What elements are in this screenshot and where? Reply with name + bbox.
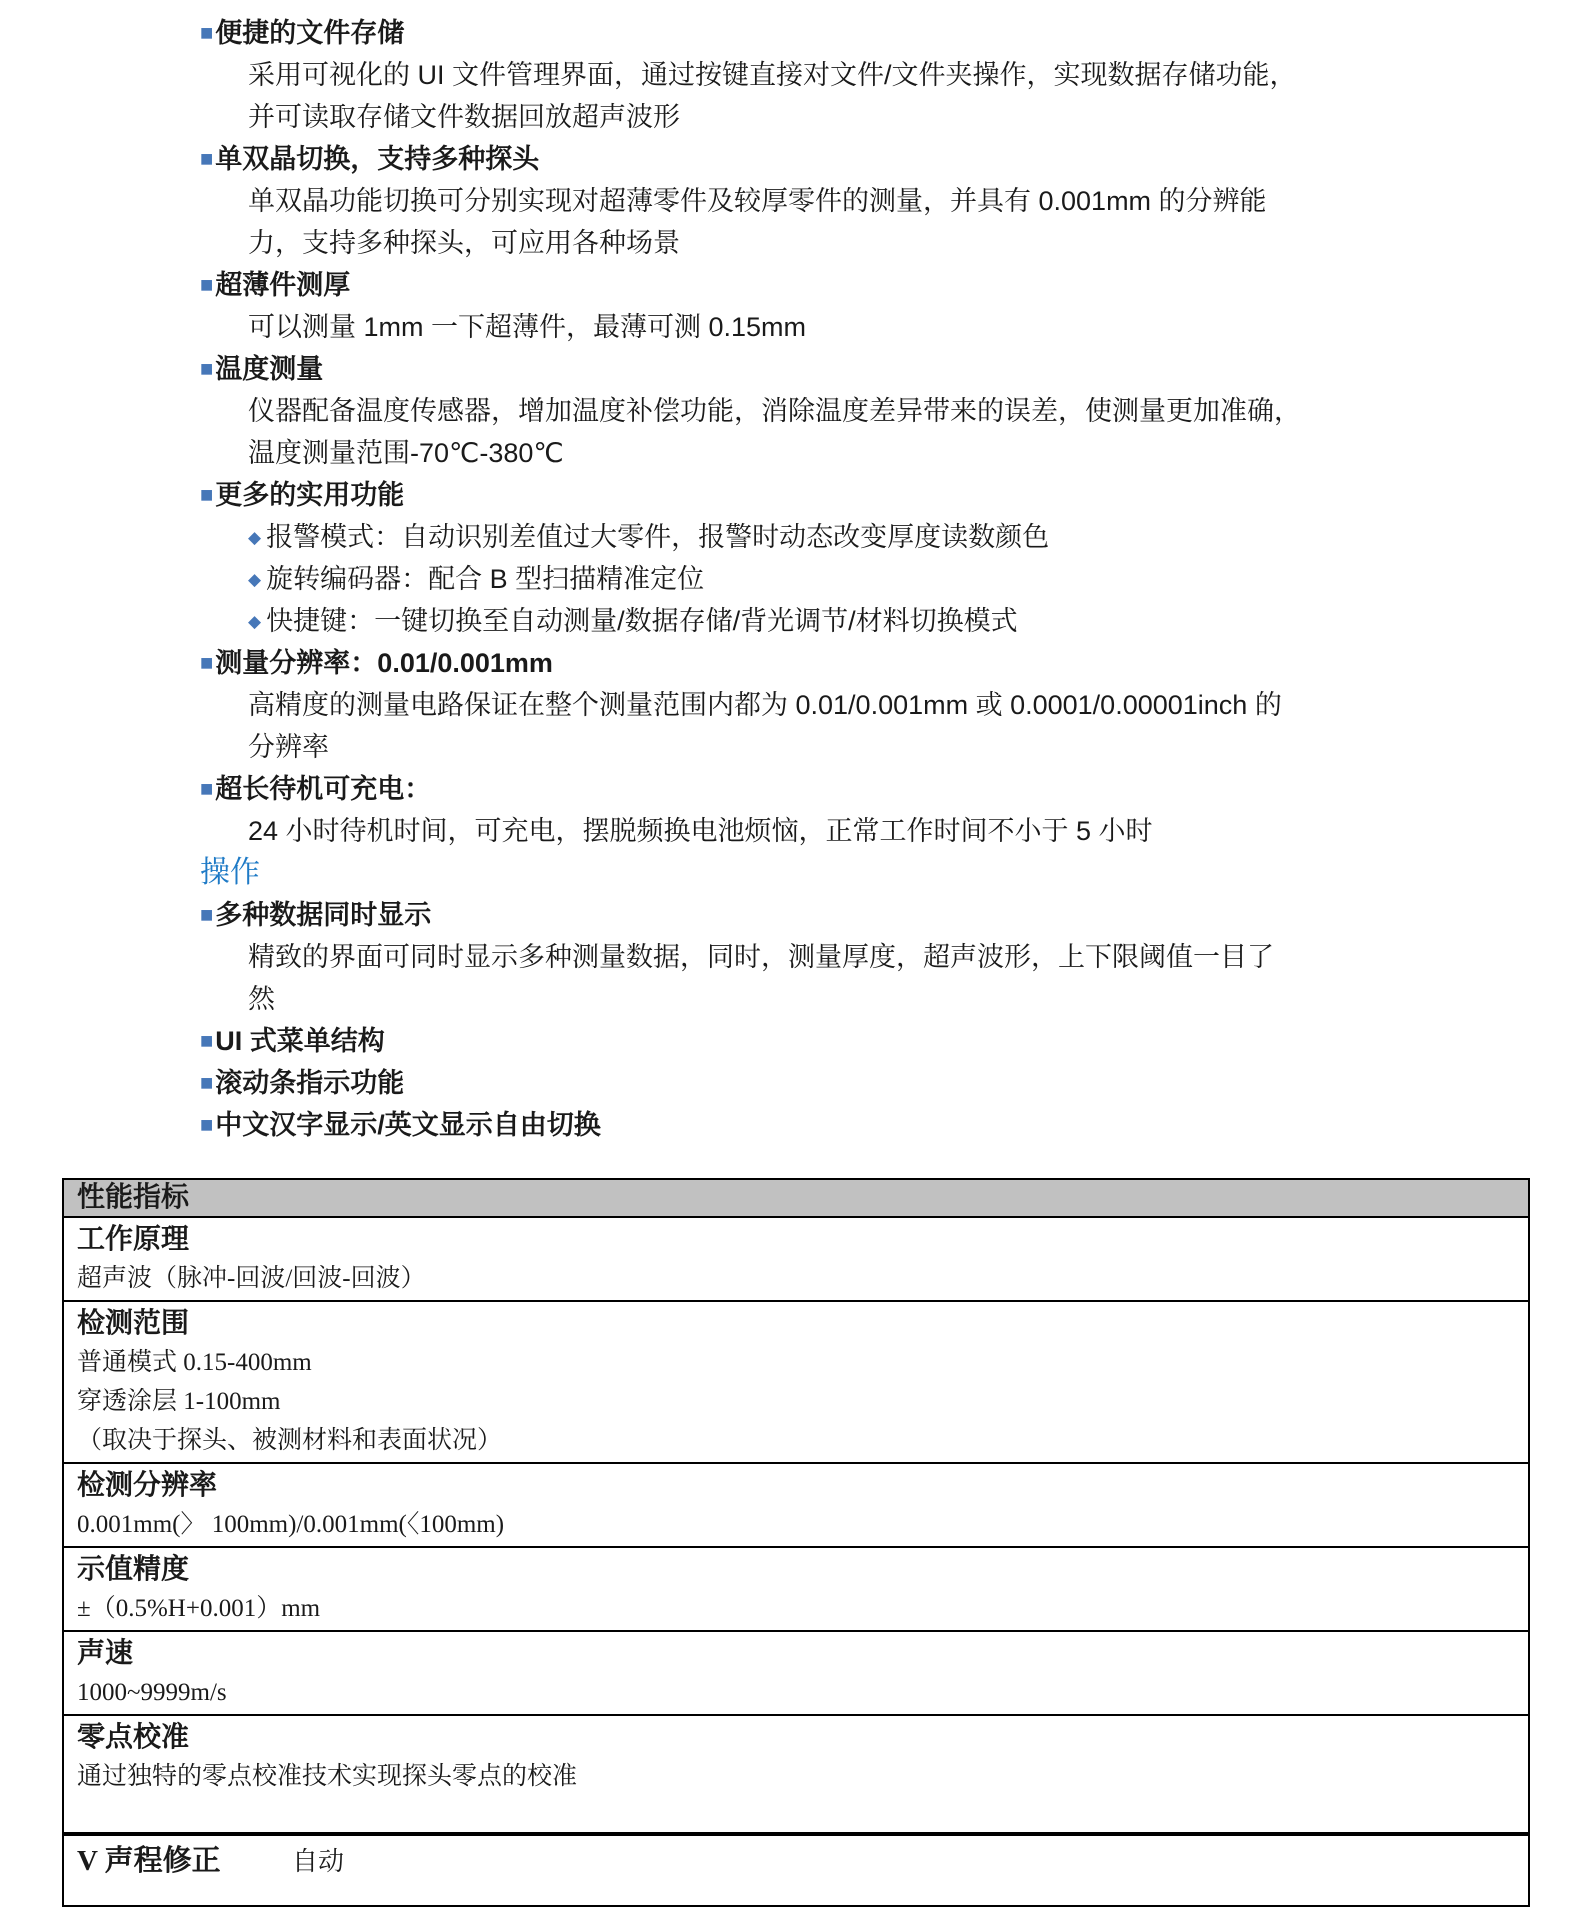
spec-table-body	[64, 1218, 1528, 1834]
spec-row-label: V 声程修正	[77, 1845, 221, 1877]
feature-heading-label: 多种数据同时显示	[215, 900, 432, 930]
square-bullet-icon: ■	[200, 272, 214, 297]
feature-list	[200, 12, 1530, 1146]
spec-row-value: 通过独特的零点校准技术实现探头零点的校准	[77, 1763, 578, 1790]
feature-heading-label: 超薄件测厚	[215, 270, 351, 300]
square-bullet-icon: ■	[200, 650, 214, 675]
feature-heading-label: 滚动条指示功能	[215, 1068, 405, 1098]
feature-heading-label: 超长待机可充电：	[215, 774, 432, 804]
feature-sub-item	[200, 558, 1530, 600]
feature-heading	[200, 138, 1530, 180]
spec-row-value: 穿透涂层 1-100mm	[77, 1388, 281, 1415]
square-bullet-icon: ■	[200, 482, 214, 507]
feature-heading	[200, 474, 1530, 516]
spec-row-value: （取决于探头、被测材料和表面状况）	[77, 1427, 503, 1454]
feature-heading-label: UI 式菜单结构	[215, 1026, 385, 1056]
spec-table-row	[64, 1302, 1528, 1464]
feature-heading-label: 便捷的文件存储	[215, 18, 405, 48]
spec-row-label: 检测范围	[77, 1308, 190, 1339]
square-bullet-icon: ■	[200, 1112, 214, 1137]
feature-body-line: 采用可视化的 UI 文件管理界面，通过按键直接对文件/文件夹操作，实现数据存储功能，	[248, 60, 1297, 90]
feature-heading	[200, 1104, 1530, 1146]
feature-heading	[200, 1020, 1530, 1062]
spec-row-label: 零点校准	[77, 1722, 190, 1753]
spec-table-header: 性能指标	[64, 1180, 1528, 1218]
feature-heading	[200, 1062, 1530, 1104]
feature-heading	[200, 348, 1530, 390]
feature-heading-label: 中文汉字显示/英文显示自由切换	[215, 1110, 601, 1140]
spec-row-value: 自动	[292, 1847, 345, 1876]
spec-row-value: 0.001mm(〉 100mm)/0.001mm(〈100mm)	[77, 1511, 505, 1538]
diamond-bullet-icon: ◆	[248, 528, 262, 547]
spec-row-value: 普通模式 0.15-400mm	[77, 1349, 312, 1376]
spec-row-label: 示值精度	[77, 1554, 190, 1585]
feature-body-line: 力，支持多种探头，可应用各种场景	[248, 228, 680, 258]
feature-body-line: 精致的界面可同时显示多种测量数据，同时，测量厚度，超声波形，上下限阈值一目了	[248, 942, 1274, 972]
feature-body-line: 仪器配备温度传感器，增加温度补偿功能，消除温度差异带来的误差，使测量更加准确，	[248, 396, 1301, 426]
feature-heading-label: 单双晶切换，支持多种探头	[215, 144, 540, 174]
spec-table-row	[64, 1218, 1528, 1302]
section-heading: 操作	[200, 856, 260, 889]
spec-table-row	[64, 1716, 1528, 1834]
feature-sub-item-label: 旋转编码器：配合 B 型扫描精准定位	[266, 564, 705, 594]
spec-table-row	[64, 1548, 1528, 1632]
feature-heading	[200, 264, 1530, 306]
feature-sub-item	[200, 516, 1530, 558]
diamond-bullet-icon: ◆	[248, 570, 262, 589]
feature-sub-item	[200, 600, 1530, 642]
diamond-bullet-icon: ◆	[248, 612, 262, 631]
spec-row-label: 声速	[77, 1638, 134, 1669]
spec-table-row	[64, 1464, 1528, 1548]
square-bullet-icon: ■	[200, 146, 214, 171]
spec-row-label: 检测分辨率	[77, 1470, 218, 1501]
feature-body-line: 分辨率	[248, 732, 329, 762]
feature-body-line: 并可读取存储文件数据回放超声波形	[248, 102, 680, 132]
feature-body-line: 单双晶功能切换可分别实现对超薄零件及较厚零件的测量，并具有 0.001mm 的分辨能	[248, 186, 1267, 216]
feature-heading	[200, 894, 1530, 936]
feature-heading	[200, 768, 1530, 810]
square-bullet-icon: ■	[200, 1028, 214, 1053]
feature-heading	[200, 12, 1530, 54]
feature-sub-item-label: 报警模式：自动识别差值过大零件，报警时动态改变厚度读数颜色	[266, 522, 1050, 552]
spec-row-value: 超声波（脉冲-回波/回波-回波）	[77, 1265, 426, 1292]
spec-table	[62, 1178, 1530, 1907]
feature-body-line: 高精度的测量电路保证在整个测量范围内都为 0.01/0.001mm 或 0.0001/0.00001inch 的	[248, 690, 1282, 720]
spec-row-label: 工作原理	[77, 1224, 190, 1255]
feature-body-line: 可以测量 1mm 一下超薄件，最薄可测 0.15mm	[248, 312, 807, 342]
feature-sub-item-label: 快捷键：一键切换至自动测量/数据存储/背光调节/材料切换模式	[266, 606, 1018, 636]
spec-row-value: ±（0.5%H+0.001）mm	[77, 1595, 321, 1622]
feature-body-line: 然	[248, 984, 275, 1014]
square-bullet-icon: ■	[200, 1070, 214, 1095]
feature-body-line: 温度测量范围-70℃-380℃	[248, 438, 564, 468]
feature-body-line: 24 小时待机时间，可充电，摆脱频换电池烦恼，正常工作时间不小于 5 小时	[248, 816, 1153, 846]
spec-table-row	[64, 1632, 1528, 1716]
feature-heading	[200, 642, 1530, 684]
spec-table-row	[64, 1834, 1528, 1905]
square-bullet-icon: ■	[200, 776, 214, 801]
square-bullet-icon: ■	[200, 902, 214, 927]
feature-heading-label: 温度测量	[215, 354, 324, 384]
square-bullet-icon: ■	[200, 20, 214, 45]
square-bullet-icon: ■	[200, 356, 214, 381]
spec-row-value: 1000~9999m/s	[77, 1679, 227, 1706]
feature-heading-label: 测量分辨率：0.01/0.001mm	[215, 648, 553, 678]
feature-heading-label: 更多的实用功能	[215, 480, 405, 510]
